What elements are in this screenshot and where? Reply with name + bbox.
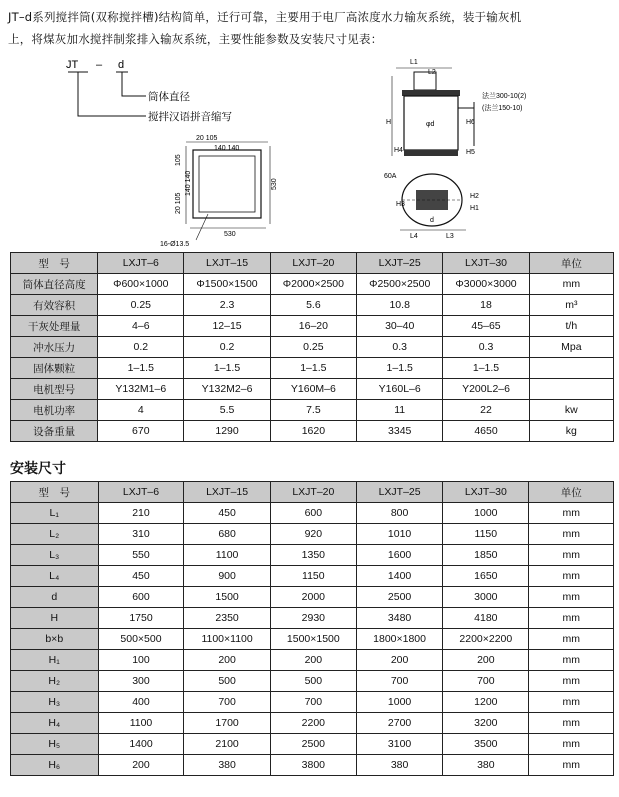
row-label-cell: H₁ <box>11 650 99 671</box>
plan-dim-left-1: 105 <box>175 154 182 166</box>
row-label-cell: 电机功率 <box>11 400 98 421</box>
table-row <box>11 671 614 692</box>
table-cell: mm <box>529 608 614 629</box>
table-cell: 300 <box>98 671 184 692</box>
table-cell: Y132M1–6 <box>98 379 184 400</box>
elev-H1: H1 <box>470 205 479 212</box>
table-cell: 600 <box>98 587 184 608</box>
table-cell: 5.5 <box>184 400 270 421</box>
table-cell: 1650 <box>443 566 529 587</box>
table-cell: 310 <box>98 524 184 545</box>
row-label-cell: H <box>11 608 99 629</box>
table-cell: 3200 <box>443 713 529 734</box>
table-cell: Φ2500×2500 <box>357 274 443 295</box>
table-cell: m³ <box>529 295 613 316</box>
row-label-cell: 电机型号 <box>11 379 98 400</box>
table-cell: 1–1.5 <box>357 358 443 379</box>
table-cell: mm <box>529 524 614 545</box>
table-cell: mm <box>529 503 614 524</box>
table-cell: 3800 <box>270 755 356 776</box>
table-row <box>11 650 614 671</box>
technical-diagram <box>0 54 619 250</box>
elev-label-b: 60A <box>384 173 397 180</box>
table-cell: 200 <box>356 650 442 671</box>
table-cell: kg <box>529 421 613 442</box>
table-cell: 0.2 <box>98 337 184 358</box>
table-cell: mm <box>529 692 614 713</box>
table-cell: t/h <box>529 316 613 337</box>
header-cell: 单位 <box>529 482 614 503</box>
table-row <box>11 400 614 421</box>
intro-line-1: JT–d系列搅拌筒(双称搅拌槽)结构简单，迁行可靠，主要用于电厂高浓度水力输灰系统，装于输灰机 <box>8 10 522 24</box>
table-row <box>11 316 614 337</box>
row-label-cell: 固体颗粒 <box>11 358 98 379</box>
table-cell: 2200×2200 <box>443 629 529 650</box>
row-label-cell: H₅ <box>11 734 99 755</box>
table-cell: 4650 <box>443 421 529 442</box>
table-cell: 400 <box>98 692 184 713</box>
table-row <box>11 692 614 713</box>
intro-paragraph <box>8 6 612 50</box>
row-label-cell: L₃ <box>11 545 99 566</box>
elev-L3: L3 <box>446 233 454 240</box>
table-cell: 700 <box>270 692 356 713</box>
header-cell: 型 号 <box>11 482 99 503</box>
row-label-cell: H₃ <box>11 692 99 713</box>
table-cell: 3480 <box>356 608 442 629</box>
elev-L2: L2 <box>428 69 436 76</box>
table-cell: 380 <box>443 755 529 776</box>
table-cell: 900 <box>184 566 270 587</box>
table-cell: 2200 <box>270 713 356 734</box>
table-cell: 210 <box>98 503 184 524</box>
row-label-cell: 有效容积 <box>11 295 98 316</box>
table-row <box>11 358 614 379</box>
table-cell: 1100×1100 <box>184 629 270 650</box>
elevation-view-drawing <box>384 59 526 240</box>
row-label-cell: d <box>11 587 99 608</box>
table-cell: 500 <box>270 671 356 692</box>
intro-line-2: 上，将煤灰加水搅拌制浆排入输灰系统，主要性能参数及安装尺寸见表： <box>8 32 383 46</box>
table-cell: 550 <box>98 545 184 566</box>
table-cell: 4 <box>98 400 184 421</box>
table-cell: 1400 <box>356 566 442 587</box>
table-cell: 3100 <box>356 734 442 755</box>
plan-dim-right: 530 <box>271 178 278 190</box>
row-label-cell: L₁ <box>11 503 99 524</box>
row-label-cell: 干灰处理量 <box>11 316 98 337</box>
table-cell: 22 <box>443 400 529 421</box>
table-cell: 1620 <box>270 421 356 442</box>
table-cell: 1010 <box>356 524 442 545</box>
table-cell: 1750 <box>98 608 184 629</box>
table-cell: 2100 <box>184 734 270 755</box>
table-cell: 0.3 <box>357 337 443 358</box>
table-cell: Y132M2–6 <box>184 379 270 400</box>
plan-dim-bottom: 530 <box>224 231 236 238</box>
elev-d: d <box>430 217 434 224</box>
label-abbrev: 搅拌汉语拼音缩写 <box>148 111 232 123</box>
table-cell: Mpa <box>529 337 613 358</box>
table-cell: 700 <box>443 671 529 692</box>
table-cell: 3000 <box>443 587 529 608</box>
table-cell: 450 <box>98 566 184 587</box>
table-cell: 500 <box>184 671 270 692</box>
header-cell: LXJT–20 <box>270 482 356 503</box>
table-cell: 3345 <box>357 421 443 442</box>
elev-H2: H2 <box>470 193 479 200</box>
table-cell: 1100 <box>98 713 184 734</box>
table-cell: Y160M–6 <box>270 379 356 400</box>
table-cell: 1600 <box>356 545 442 566</box>
table-cell: mm <box>529 671 614 692</box>
table-cell: mm <box>529 629 614 650</box>
table-cell: mm <box>529 545 614 566</box>
table-cell: Φ2000×2500 <box>270 274 356 295</box>
elev-H6: H6 <box>466 119 475 126</box>
table-cell: 920 <box>270 524 356 545</box>
plan-dim-top-1: 20 105 <box>196 135 218 142</box>
header-cell: LXJT–6 <box>98 482 184 503</box>
row-label-cell: L₄ <box>11 566 99 587</box>
plan-view-drawing <box>160 135 278 248</box>
table-row <box>11 755 614 776</box>
install-dimension-table <box>10 481 614 776</box>
table-cell: 1200 <box>443 692 529 713</box>
table-cell: mm <box>529 274 613 295</box>
model-code-dash: – <box>96 59 103 71</box>
table-cell: mm <box>529 755 614 776</box>
table-cell: 30–40 <box>357 316 443 337</box>
table-cell: 1150 <box>443 524 529 545</box>
header-cell: LXJT–25 <box>357 253 443 274</box>
table-cell: 1–1.5 <box>270 358 356 379</box>
table-row <box>11 421 614 442</box>
table-cell: 1000 <box>443 503 529 524</box>
elev-flange-1: 法兰300-10(2) <box>482 93 527 100</box>
table-cell: 1–1.5 <box>184 358 270 379</box>
table-cell: mm <box>529 650 614 671</box>
table-cell: Y160L–6 <box>357 379 443 400</box>
table-row <box>11 566 614 587</box>
table-cell: 1150 <box>270 566 356 587</box>
table-cell: 1100 <box>184 545 270 566</box>
table-cell: 45–65 <box>443 316 529 337</box>
table-cell: 5.6 <box>270 295 356 316</box>
table-cell: 200 <box>184 650 270 671</box>
table-header-row <box>11 253 614 274</box>
table-cell: 100 <box>98 650 184 671</box>
table-cell: 800 <box>356 503 442 524</box>
table-cell: 2930 <box>270 608 356 629</box>
model-code-legend <box>66 59 232 123</box>
table-cell: 600 <box>270 503 356 524</box>
table-cell: 16–20 <box>270 316 356 337</box>
table-cell: 12–15 <box>184 316 270 337</box>
table-cell: kw <box>529 400 613 421</box>
table-cell: 200 <box>270 650 356 671</box>
table-cell <box>529 358 613 379</box>
table-cell: 1500×1500 <box>270 629 356 650</box>
table-cell: 2700 <box>356 713 442 734</box>
table-row <box>11 295 614 316</box>
row-label-cell: 冲水压力 <box>11 337 98 358</box>
elev-H4: H4 <box>394 147 403 154</box>
table-cell: 380 <box>356 755 442 776</box>
plan-dim-left-2: 140 140 <box>185 170 192 196</box>
table-cell: 2.3 <box>184 295 270 316</box>
table-cell: mm <box>529 734 614 755</box>
table-cell: Y200L2–6 <box>443 379 529 400</box>
table-cell: Φ1500×1500 <box>184 274 270 295</box>
table-cell: 700 <box>184 692 270 713</box>
performance-table <box>10 252 614 442</box>
plan-dim-holes: 16-Ø13.5 <box>160 241 190 248</box>
table-cell: mm <box>529 566 614 587</box>
table-cell: 1–1.5 <box>98 358 184 379</box>
header-cell: 单位 <box>529 253 613 274</box>
table-cell: 11 <box>357 400 443 421</box>
table-cell: 3500 <box>443 734 529 755</box>
table-cell: 0.25 <box>98 295 184 316</box>
label-diameter: 筒体直径 <box>148 91 190 103</box>
table-cell: 380 <box>184 755 270 776</box>
header-cell: LXJT–30 <box>443 253 529 274</box>
header-cell: LXJT–15 <box>184 482 270 503</box>
table-cell: 4180 <box>443 608 529 629</box>
table-cell: 670 <box>98 421 184 442</box>
table-cell: 1800×1800 <box>356 629 442 650</box>
table-cell: 2350 <box>184 608 270 629</box>
section-title-install: 安装尺寸 <box>10 461 66 477</box>
table-cell: 680 <box>184 524 270 545</box>
header-cell: LXJT–25 <box>356 482 442 503</box>
table-cell: 18 <box>443 295 529 316</box>
table-cell: Φ600×1000 <box>98 274 184 295</box>
table-cell: 7.5 <box>270 400 356 421</box>
table-row <box>11 524 614 545</box>
table-row <box>11 337 614 358</box>
plan-dim-top-2: 140 140 <box>214 145 240 152</box>
elev-L4: L4 <box>410 233 418 240</box>
table-row <box>11 734 614 755</box>
plan-dim-left-3: 20 105 <box>175 192 182 214</box>
elev-H5: H5 <box>466 149 475 156</box>
table-cell: 1000 <box>356 692 442 713</box>
table-cell: 0.25 <box>270 337 356 358</box>
table-cell: 1350 <box>270 545 356 566</box>
table-cell: mm <box>529 713 614 734</box>
table-cell: 450 <box>184 503 270 524</box>
table-cell: 1–1.5 <box>443 358 529 379</box>
elev-flange-2: (法兰150-10) <box>482 105 523 112</box>
table-cell: 4–6 <box>98 316 184 337</box>
table-cell: 1500 <box>184 587 270 608</box>
header-cell: LXJT–20 <box>270 253 356 274</box>
table-row <box>11 587 614 608</box>
table-row <box>11 713 614 734</box>
table-cell: 2000 <box>270 587 356 608</box>
table-row <box>11 545 614 566</box>
row-label-cell: L₂ <box>11 524 99 545</box>
header-cell: LXJT–6 <box>98 253 184 274</box>
header-cell: LXJT–30 <box>443 482 529 503</box>
table-cell <box>529 379 613 400</box>
table-cell: 1700 <box>184 713 270 734</box>
table-cell: mm <box>529 587 614 608</box>
table-cell: 700 <box>356 671 442 692</box>
table-cell: 1290 <box>184 421 270 442</box>
row-label-cell: b×b <box>11 629 99 650</box>
table-row <box>11 608 614 629</box>
elev-L1: L1 <box>410 59 418 66</box>
table-cell: 200 <box>443 650 529 671</box>
header-cell: LXJT–15 <box>184 253 270 274</box>
elev-phi: φd <box>426 121 435 128</box>
table-row <box>11 629 614 650</box>
table-row <box>11 274 614 295</box>
table-cell: Φ3000×3000 <box>443 274 529 295</box>
table-cell: 500×500 <box>98 629 184 650</box>
row-label-cell: 设备重量 <box>11 421 98 442</box>
row-label-cell: H₆ <box>11 755 99 776</box>
header-cell: 型 号 <box>11 253 98 274</box>
table-row <box>11 503 614 524</box>
model-code-prefix: JT <box>66 59 79 71</box>
table-header-row <box>11 482 614 503</box>
table-cell: 2500 <box>356 587 442 608</box>
row-label-cell: H₄ <box>11 713 99 734</box>
elev-H3: H3 <box>396 201 405 208</box>
table-cell: 10.8 <box>357 295 443 316</box>
row-label-cell: 筒体直径高度 <box>11 274 98 295</box>
table-cell: 0.2 <box>184 337 270 358</box>
table-cell: 0.3 <box>443 337 529 358</box>
table-cell: 200 <box>98 755 184 776</box>
model-code-suffix: d <box>118 59 125 71</box>
table-cell: 1850 <box>443 545 529 566</box>
table-cell: 2500 <box>270 734 356 755</box>
elev-H: H <box>386 119 392 126</box>
table-cell: 1400 <box>98 734 184 755</box>
table-row <box>11 379 614 400</box>
row-label-cell: H₂ <box>11 671 99 692</box>
